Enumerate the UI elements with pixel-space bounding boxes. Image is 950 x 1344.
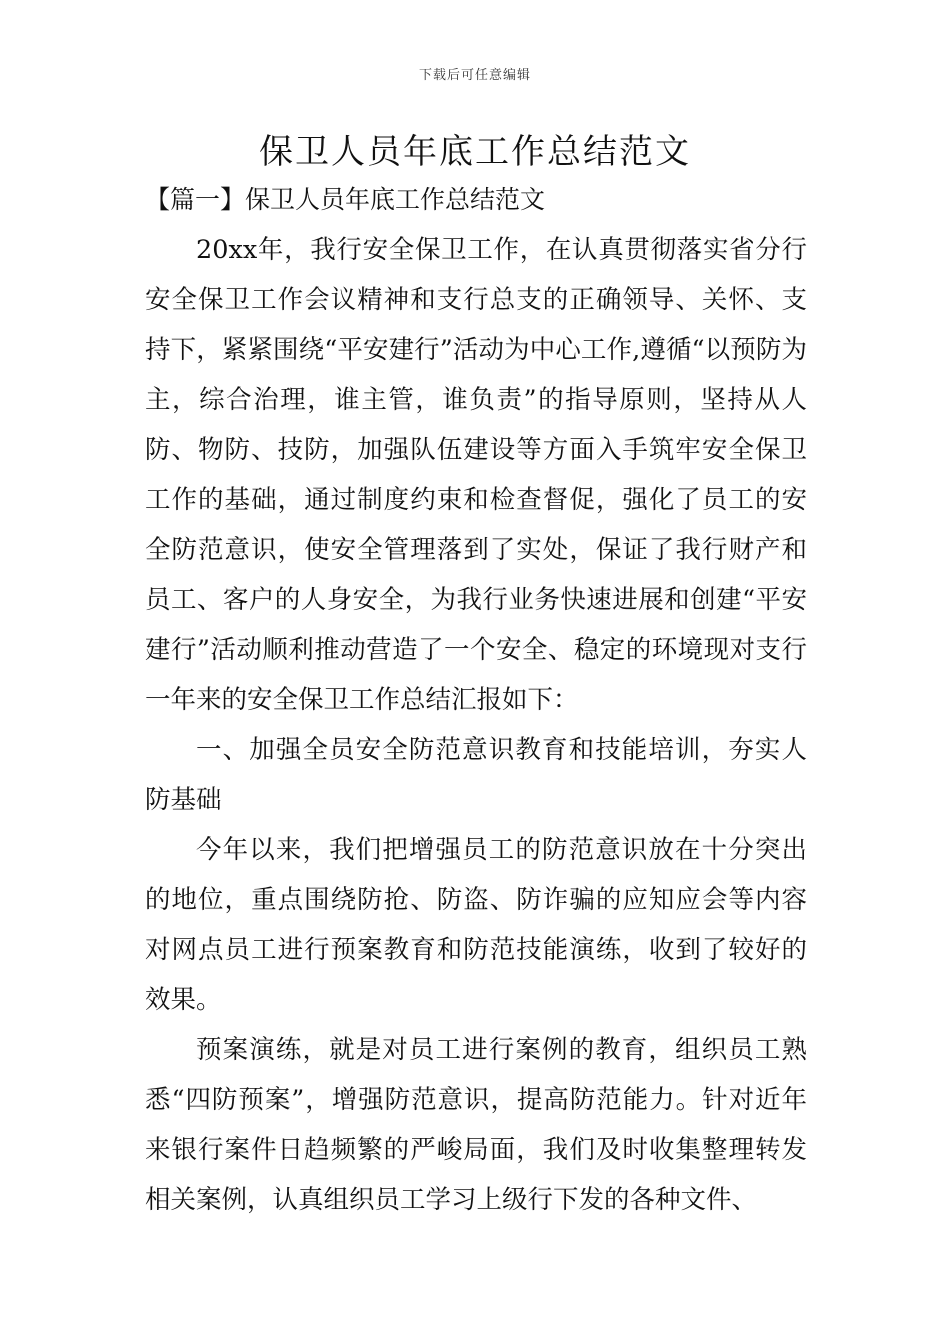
body-paragraph: 今年以来，我们把增强员工的防范意识放在十分突出的地位，重点围绕防抢、防盗、防诈骗的应知应会等内容对网点员工进行预案教育和防范技能演练，收到了较好的效果。 [145,835,807,1015]
section-heading: 【篇一】保卫人员年底工作总结范文 [145,185,546,214]
document-title: 保卫人员年底工作总结范文 [259,132,691,172]
body-paragraph: 20xx年，我行安全保卫工作，在认真贯彻落实省分行安全保卫工作会议精神和支行总支的正确领导、关怀、支持下，紧紧围绕“平安建行”活动为中心工作,遵循“以预防为主，综合治理，谁主管，谁负责”的指导原则，坚持从人防、物防、技防，加强队伍建设等方面入手筑牢安全保卫工作的基础，通过制度约束和检查督促，强化了员工的安全防范意识，使安全管理落到了实处，保证了我行财产和员工、客户的人身安全，为我行业务快速进展和创建“平安建行”活动顺利推动营造了一个安全、稳定的环境现对支行一年来的安全保卫工作总结汇报如下： [145,235,807,715]
header-note: 下载后可任意编辑 [418,68,531,83]
document-body [145,225,807,1225]
body-paragraph: 预案演练，就是对员工进行案例的教育，组织员工熟悉“四防预案”，增强防范意识，提高防范能力。针对近年来银行案件日趋频繁的严峻局面，我们及时收集整理转发相关案例，认真组织员工学习上级行下发的各种文件、 [145,1035,807,1215]
subsection-heading: 一、加强全员安全防范意识教育和技能培训，夯实人防基础 [145,735,807,815]
